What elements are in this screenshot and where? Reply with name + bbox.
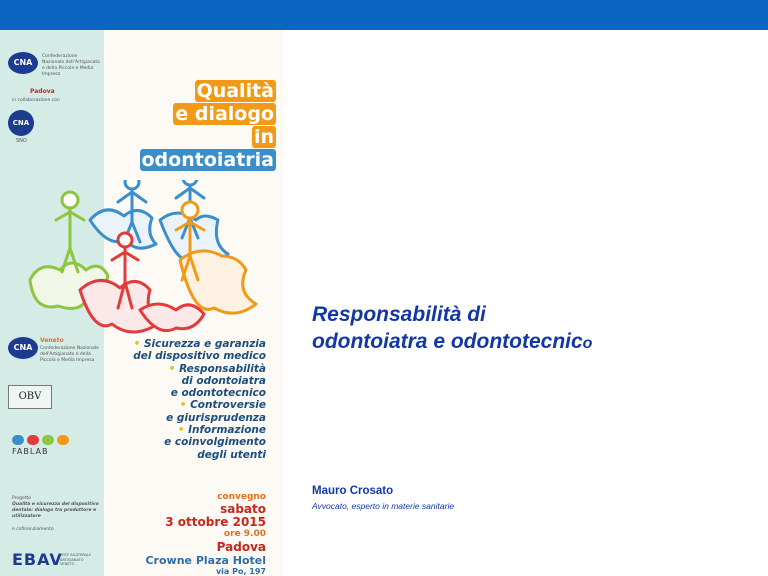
- topic-line: Controversie: [190, 399, 266, 412]
- fablab-label: FABLAB: [12, 447, 49, 456]
- topic-line: degli utenti: [197, 448, 266, 461]
- topic-line: Informazione: [188, 424, 266, 437]
- slide-title: [312, 301, 762, 357]
- event-venue: Crowne Plaza Hotel: [145, 554, 266, 567]
- collab-label: in collaborazione con: [12, 98, 60, 103]
- poster-title-line-4: odontoiatria: [141, 149, 274, 171]
- cna-padova-logo: CNA: [8, 52, 38, 74]
- cna-veneto-logo: CNA: [8, 337, 38, 359]
- topic-line: del dispositivo medico: [133, 350, 266, 363]
- cna-veneto-text: Confederazione Nazionale dell'Artigianato e della Piccola e Media Impresa: [40, 346, 99, 363]
- poster-title-line-3: in: [253, 126, 274, 148]
- header-bar: [0, 0, 768, 30]
- ebav-logo: EBAV: [12, 550, 63, 569]
- conference-poster: [0, 30, 283, 576]
- poster-title: [108, 80, 276, 172]
- cofinanziamento-label: e cofinanziamento: [12, 527, 54, 533]
- slide-title-line-2: odontoiatra e odontotecnic: [312, 330, 583, 353]
- topic-line: e coinvolgimento: [164, 436, 266, 449]
- topic-line: e odontotecnico: [170, 387, 266, 400]
- ebav-text: ENTE BILATERALE ARTIGIANATO VENETO: [60, 553, 92, 567]
- event-date: 3 ottobre 2015: [165, 515, 266, 529]
- event-city: Padova: [216, 540, 266, 554]
- topic-line: di odontoiatra: [181, 374, 266, 387]
- project-info: [12, 496, 102, 533]
- slide-title-line-1: Responsabilità di: [312, 303, 486, 326]
- obv-logo: OBV: [8, 385, 52, 409]
- progetto-text: Qualità e sicurezza del dispositivo dentale: dialogo tra produttore e utilizzatore: [12, 501, 99, 519]
- cna-padova-tag: Padova: [30, 88, 55, 95]
- cna-sno-tag: SNO: [16, 138, 27, 144]
- event-address: via Po, 197: [215, 567, 266, 576]
- cna-veneto-tag: Veneto: [40, 337, 64, 344]
- poster-topics: • Sicurezza e garanzia del dispositivo medico • Responsabilità di odontoiatra e odontotecnico • Controversie e giurisprudenza • Informazione e coinvolgimento degli utenti: [133, 338, 266, 461]
- fablab-logo: [12, 435, 72, 456]
- slide-title-line-2-tail: o: [582, 335, 593, 352]
- topic-line: Sicurezza e garanzia: [143, 338, 266, 350]
- event-time: ore 9.00: [223, 529, 266, 539]
- puzzle-people-illustration: [20, 180, 275, 340]
- topic-line: Responsabilità: [179, 362, 266, 375]
- cna-padova-text: Confederazione Nazionale dell'Artigianato e della Piccola e Media Impresa: [42, 54, 100, 77]
- cna-sno-logo: CNA: [8, 110, 34, 136]
- topic-line: e giurisprudenza: [166, 411, 266, 424]
- event-details: [104, 492, 266, 576]
- event-day: sabato: [220, 502, 266, 516]
- poster-title-line-1: Qualità: [196, 80, 274, 102]
- author-role: Avvocato, esperto in materie sanitarie: [312, 501, 455, 511]
- poster-title-line-2: e dialogo: [175, 103, 274, 125]
- progetto-label: Progetto: [12, 496, 32, 501]
- event-type: convegno: [217, 492, 266, 502]
- author-name: Mauro Crosato: [312, 485, 394, 497]
